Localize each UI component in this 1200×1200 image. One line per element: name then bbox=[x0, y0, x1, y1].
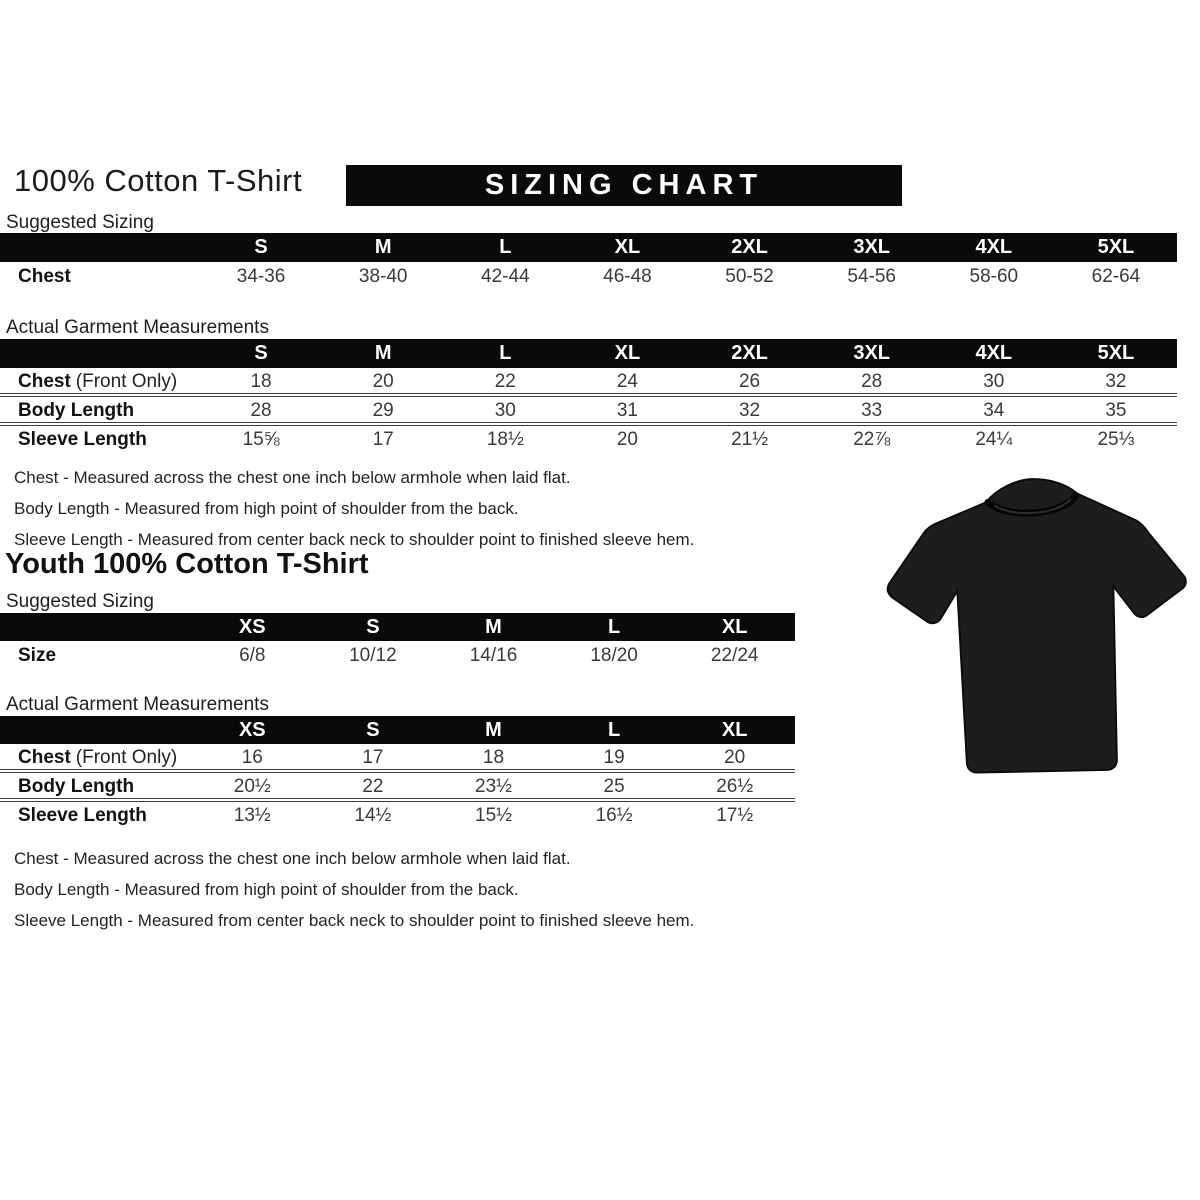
table-cell: 42-44 bbox=[481, 266, 530, 287]
size-col-header: 4XL bbox=[975, 236, 1013, 258]
table-cell: 15½ bbox=[475, 805, 512, 826]
table-cell: 20½ bbox=[233, 776, 271, 797]
row-label: Sleeve Length bbox=[18, 429, 147, 450]
row-label-suffix: (Front Only) bbox=[75, 371, 178, 392]
table-cell: 58-60 bbox=[969, 266, 1019, 287]
row-label-cell bbox=[0, 802, 192, 830]
page-title: 100% Cotton T-Shirt bbox=[14, 163, 303, 198]
table-cell: 22 bbox=[494, 371, 516, 392]
size-col-header: M bbox=[374, 236, 392, 258]
row-label: Chest bbox=[18, 266, 71, 287]
table-cell: 20 bbox=[372, 371, 394, 392]
sizing-chart-banner: SIZING CHART bbox=[346, 165, 902, 206]
size-col-header: 3XL bbox=[853, 236, 891, 258]
table-cell: 14½ bbox=[354, 805, 392, 826]
table-cell: 16 bbox=[241, 747, 263, 768]
table-cell: 10/12 bbox=[349, 645, 397, 666]
table-cell: 54-56 bbox=[847, 266, 896, 287]
table-cell: 35 bbox=[1105, 400, 1127, 421]
row-label: Size bbox=[18, 645, 57, 666]
table-cell: 25⅓ bbox=[1097, 429, 1135, 450]
adult-chest-row bbox=[0, 368, 1177, 397]
youth-suggested-table bbox=[0, 613, 795, 671]
adult-suggested-sizing-label: Suggested Sizing bbox=[6, 212, 154, 233]
table-cell: 17 bbox=[372, 429, 394, 450]
adult-actual-header-row bbox=[0, 339, 1177, 368]
row-label-cell bbox=[0, 426, 200, 454]
table-cell: 25 bbox=[603, 776, 625, 797]
table-cell: 26 bbox=[738, 371, 761, 392]
table-cell: 33 bbox=[861, 400, 883, 421]
table-cell: 24 bbox=[616, 371, 638, 392]
size-col-header: M bbox=[485, 719, 502, 741]
note-sleeve-length: Sleeve Length - Measured from center back neck to shoulder point to finished sleeve hem. bbox=[14, 530, 695, 549]
size-col-header: S bbox=[366, 616, 380, 638]
size-col-header: S bbox=[254, 342, 268, 364]
row-label: Body Length bbox=[18, 400, 135, 421]
black-tshirt-image bbox=[882, 460, 1196, 812]
header-spacer bbox=[0, 339, 200, 368]
size-col-header: XL bbox=[721, 719, 748, 741]
youth-sleeve-length-row bbox=[0, 802, 795, 830]
adult-actual-table bbox=[0, 339, 1177, 454]
table-cell: 32 bbox=[1105, 371, 1127, 392]
note-body-length: Body Length - Measured from high point of shoulder from the back. bbox=[14, 499, 519, 518]
row-label: Chest bbox=[18, 371, 71, 392]
youth-chest-row bbox=[0, 744, 795, 773]
row-label: Chest bbox=[18, 747, 71, 768]
row-label-cell bbox=[0, 397, 200, 424]
table-cell: 15⅝ bbox=[242, 429, 280, 450]
row-label-cell bbox=[0, 262, 200, 292]
header-spacer bbox=[0, 613, 192, 641]
table-cell: 17 bbox=[362, 747, 384, 768]
youth-size-row bbox=[0, 641, 795, 671]
row-label-suffix: (Front Only) bbox=[75, 747, 178, 768]
youth-section-title: Youth 100% Cotton T-Shirt bbox=[5, 548, 369, 580]
row-label-cell bbox=[0, 773, 192, 800]
table-cell: 46-48 bbox=[603, 266, 652, 287]
size-col-header: S bbox=[366, 719, 380, 741]
table-cell: 62-64 bbox=[1091, 266, 1141, 287]
table-cell: 22 bbox=[362, 776, 384, 797]
size-col-header: S bbox=[254, 236, 268, 258]
row-label-cell bbox=[0, 744, 192, 771]
adult-measurement-notes bbox=[14, 462, 694, 555]
youth-suggested-header-row bbox=[0, 613, 795, 641]
youth-suggested-sizing-label: Suggested Sizing bbox=[6, 591, 154, 612]
table-cell: 28 bbox=[250, 400, 272, 421]
table-cell: 34-36 bbox=[236, 266, 286, 287]
table-cell: 6/8 bbox=[239, 645, 266, 666]
table-cell: 31 bbox=[616, 400, 638, 421]
adult-suggested-header-row bbox=[0, 233, 1177, 262]
table-cell: 38-40 bbox=[358, 266, 408, 287]
adult-actual-measurements-label: Actual Garment Measurements bbox=[6, 317, 269, 338]
table-cell: 21½ bbox=[731, 429, 769, 450]
row-label-cell bbox=[0, 641, 192, 671]
header-spacer bbox=[0, 716, 192, 744]
note-body-length: Body Length - Measured from high point of shoulder from the back. bbox=[14, 880, 519, 899]
row-label: Sleeve Length bbox=[18, 805, 147, 826]
note-chest: Chest - Measured across the chest one inch below armhole when laid flat. bbox=[14, 468, 571, 487]
row-label: Body Length bbox=[18, 776, 135, 797]
size-col-header: XL bbox=[614, 236, 641, 258]
table-cell: 18 bbox=[250, 371, 272, 392]
row-label-cell bbox=[0, 368, 200, 395]
size-col-header: XS bbox=[238, 616, 266, 638]
adult-chest-range-row bbox=[0, 262, 1177, 292]
table-cell: 17½ bbox=[716, 805, 754, 826]
youth-actual-header-row bbox=[0, 716, 795, 744]
table-cell: 22⅞ bbox=[853, 429, 891, 450]
table-cell: 13½ bbox=[233, 805, 271, 826]
table-cell: 24¼ bbox=[975, 429, 1013, 450]
adult-sleeve-length-row bbox=[0, 426, 1177, 454]
table-cell: 20 bbox=[616, 429, 638, 450]
note-chest: Chest - Measured across the chest one inch below armhole when laid flat. bbox=[14, 849, 571, 868]
note-sleeve-length: Sleeve Length - Measured from center back neck to shoulder point to finished sleeve hem. bbox=[14, 911, 695, 930]
adult-suggested-table bbox=[0, 233, 1177, 292]
size-col-header: XL bbox=[721, 616, 748, 638]
youth-actual-measurements-label: Actual Garment Measurements bbox=[6, 694, 269, 715]
youth-actual-table bbox=[0, 716, 795, 830]
table-cell: 26½ bbox=[716, 776, 754, 797]
adult-body-length-row bbox=[0, 397, 1177, 426]
table-cell: 16½ bbox=[595, 805, 633, 826]
table-cell: 28 bbox=[861, 371, 883, 392]
size-col-header: 2XL bbox=[731, 342, 768, 364]
size-col-header: L bbox=[499, 342, 512, 364]
table-cell: 14/16 bbox=[469, 645, 518, 666]
header-spacer bbox=[0, 233, 200, 262]
size-col-header: M bbox=[485, 616, 502, 638]
table-cell: 19 bbox=[603, 747, 625, 768]
size-col-header: 5XL bbox=[1097, 342, 1135, 364]
table-cell: 22/24 bbox=[710, 645, 759, 666]
size-col-header: L bbox=[499, 236, 512, 258]
table-cell: 34 bbox=[983, 400, 1005, 421]
size-col-header: M bbox=[374, 342, 392, 364]
size-col-header: L bbox=[607, 616, 621, 638]
size-col-header: XL bbox=[614, 342, 641, 364]
table-cell: 30 bbox=[494, 400, 516, 421]
table-cell: 18 bbox=[482, 747, 505, 768]
size-col-header: 4XL bbox=[975, 342, 1013, 364]
size-col-header: XS bbox=[238, 719, 266, 741]
youth-measurement-notes bbox=[14, 843, 694, 936]
size-col-header: 2XL bbox=[731, 236, 768, 258]
table-cell: 50-52 bbox=[725, 266, 774, 287]
size-col-header: 3XL bbox=[853, 342, 891, 364]
table-cell: 29 bbox=[372, 400, 394, 421]
table-cell: 30 bbox=[983, 371, 1005, 392]
table-cell: 32 bbox=[738, 400, 761, 421]
youth-body-length-row bbox=[0, 773, 795, 802]
table-cell: 18/20 bbox=[590, 645, 638, 666]
table-cell: 18½ bbox=[486, 429, 524, 450]
table-cell: 20 bbox=[724, 747, 746, 768]
tshirt-graphic bbox=[882, 460, 1196, 812]
size-col-header: 5XL bbox=[1097, 236, 1135, 258]
size-col-header: L bbox=[607, 719, 621, 741]
table-cell: 23½ bbox=[475, 776, 512, 797]
